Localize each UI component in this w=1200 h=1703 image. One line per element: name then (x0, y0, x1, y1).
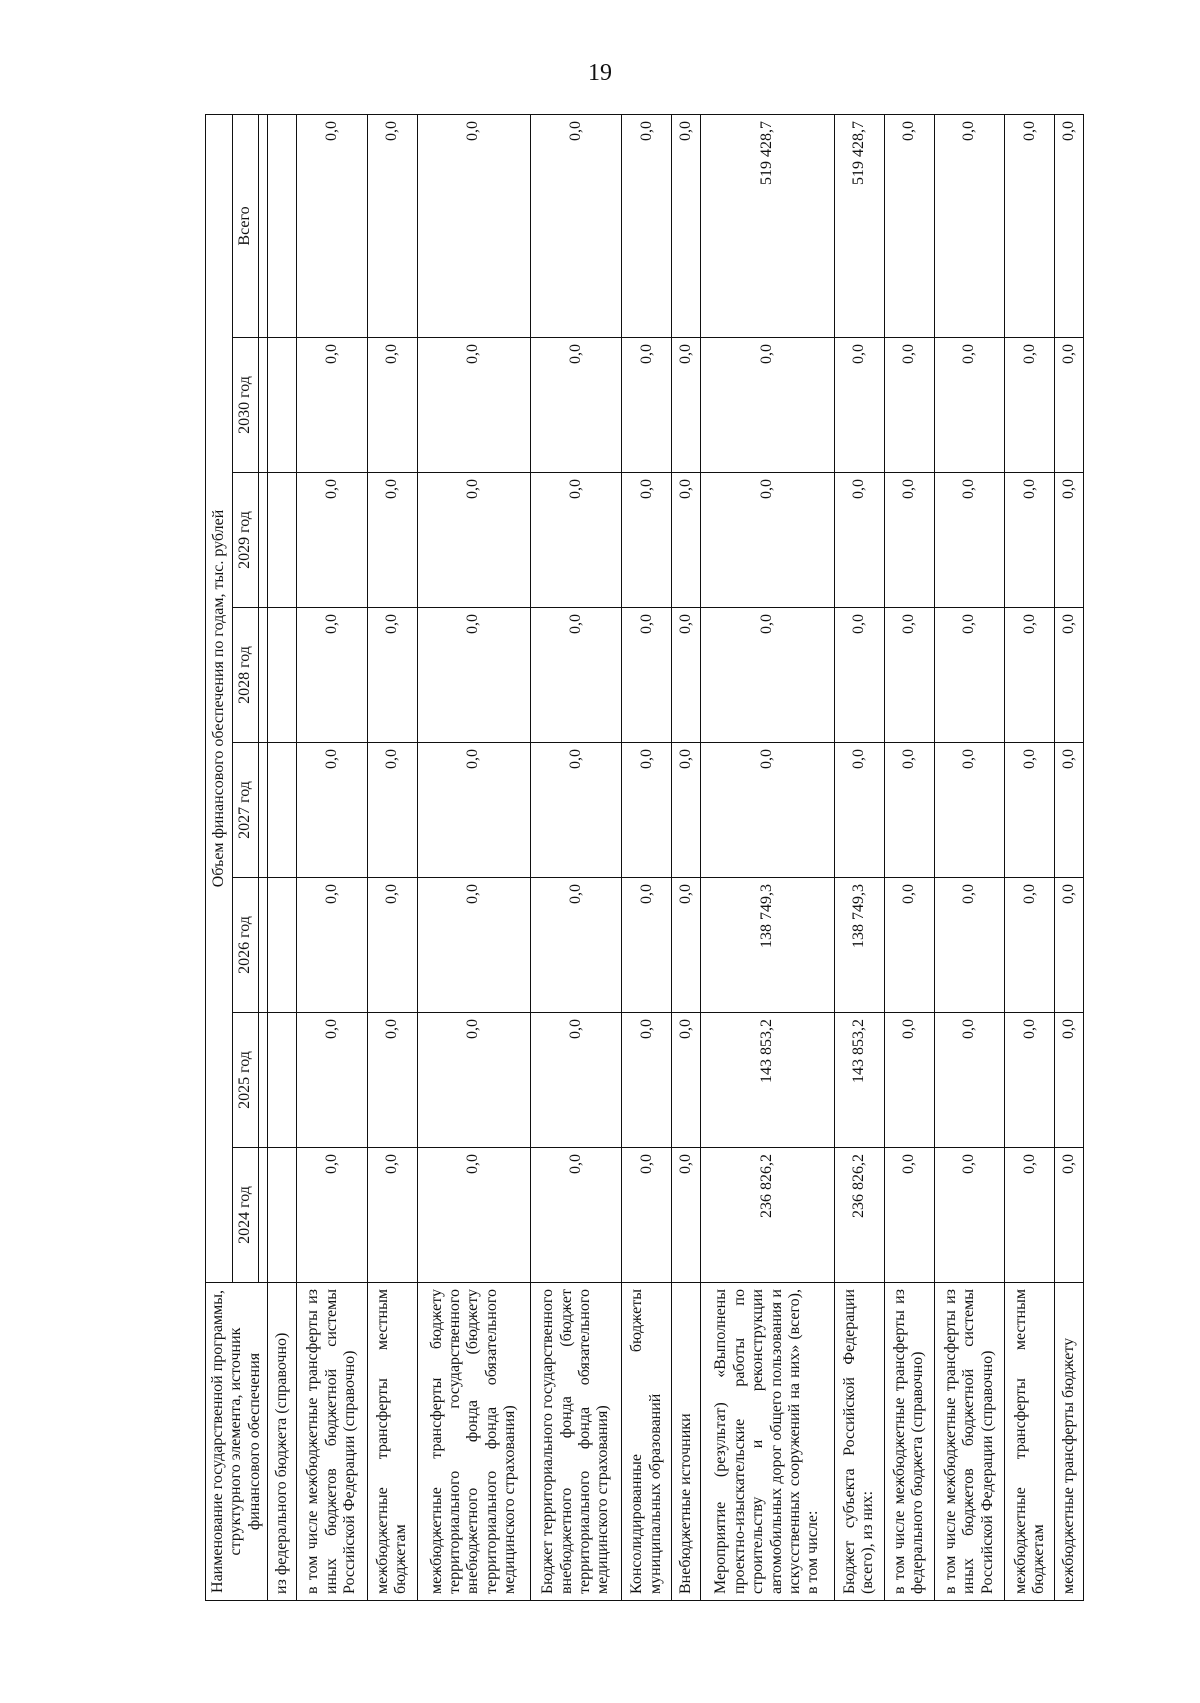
value-cell: 0,0 (1055, 1148, 1084, 1283)
value-cell: 0,0 (1055, 743, 1084, 878)
value-cell: 0,0 (530, 878, 622, 1013)
table-row (1055, 114, 1084, 1600)
value-cell: 138 749,3 (701, 878, 835, 1013)
total-cell: 0,0 (417, 114, 530, 337)
value-cell: 0,0 (367, 338, 417, 473)
value-cell (268, 1013, 297, 1148)
value-cell: 138 749,3 (834, 878, 884, 1013)
total-cell: 0,0 (297, 114, 368, 337)
value-cell: 0,0 (934, 608, 1005, 743)
value-cell: 0,0 (884, 608, 934, 743)
row-label: в том числе межбюджетные трансферты из иных бюджетов бюджетной системы Российской Федерации (справочно) (297, 1283, 368, 1601)
row-label: Бюджет субъекта Российской Федерации (всего), из них: (834, 1283, 884, 1601)
financing-table (205, 114, 1084, 1601)
value-cell: 0,0 (530, 338, 622, 473)
value-cell: 0,0 (367, 878, 417, 1013)
value-cell: 0,0 (417, 1013, 530, 1148)
row-label: межбюджетные трансферты бюджету территориального государственного внебюджетного фонда (бюджету территориального фонда обязательного медицинского страхования) (417, 1283, 530, 1601)
row-label: в том числе межбюджетные трансферты из иных бюджетов бюджетной системы Российской Федерации (справочно) (934, 1283, 1005, 1601)
value-cell: 0,0 (672, 1148, 701, 1283)
value-cell (268, 473, 297, 608)
value-cell: 0,0 (834, 473, 884, 608)
value-cell: 0,0 (672, 608, 701, 743)
table-row (622, 114, 672, 1600)
value-cell: 0,0 (834, 608, 884, 743)
value-cell: 0,0 (884, 1148, 934, 1283)
table-row (884, 114, 934, 1600)
total-cell: 0,0 (884, 114, 934, 337)
name-column-header: Наименование государственной программы, структурного элемента, источник финансового обеспечения (206, 1283, 268, 1601)
value-cell: 0,0 (1005, 473, 1055, 608)
value-cell: 0,0 (297, 1013, 368, 1148)
value-cell (268, 608, 297, 743)
value-cell: 0,0 (417, 473, 530, 608)
value-cell: 0,0 (622, 1148, 672, 1283)
year-header: 2028 год (232, 608, 259, 743)
value-cell (268, 338, 297, 473)
value-cell: 0,0 (834, 743, 884, 878)
year-header: 2026 год (232, 878, 259, 1013)
value-cell: 0,0 (934, 338, 1005, 473)
value-cell: 0,0 (530, 1013, 622, 1148)
value-cell: 0,0 (884, 1013, 934, 1148)
value-cell: 0,0 (1005, 1013, 1055, 1148)
row-label: межбюджетные трансферты бюджету (1055, 1283, 1084, 1601)
value-cell: 0,0 (530, 743, 622, 878)
value-cell: 0,0 (530, 473, 622, 608)
value-cell: 0,0 (622, 608, 672, 743)
total-cell: 519 428,7 (701, 114, 835, 337)
value-cell: 0,0 (417, 878, 530, 1013)
value-cell: 236 826,2 (701, 1148, 835, 1283)
table-row (297, 114, 368, 1600)
year-header: 2025 год (232, 1013, 259, 1148)
value-cell: 0,0 (884, 473, 934, 608)
row-label: Мероприятие (результат) «Выполнены проектно-изыскательские работы по строительству и реконструкции автомобильных дорог общего пользования и искусственных сооружений на них» (всего), в том числе: (701, 1283, 835, 1601)
value-cell: 0,0 (417, 338, 530, 473)
value-cell: 0,0 (622, 1013, 672, 1148)
rotated-table-container (205, 115, 1082, 1601)
value-cell: 0,0 (672, 1013, 701, 1148)
value-cell: 0,0 (701, 473, 835, 608)
row-label: в том числе межбюджетные трансферты из федерального бюджета (справочно) (884, 1283, 934, 1601)
value-cell: 0,0 (367, 1013, 417, 1148)
value-cell: 143 853,2 (834, 1013, 884, 1148)
table-row (701, 114, 835, 1600)
table-row (1005, 114, 1055, 1600)
value-cell: 0,0 (297, 338, 368, 473)
value-cell: 0,0 (934, 1013, 1005, 1148)
total-cell: 0,0 (1005, 114, 1055, 337)
value-cell: 0,0 (1055, 473, 1084, 608)
value-cell: 0,0 (417, 1148, 530, 1283)
value-cell: 0,0 (622, 878, 672, 1013)
total-cell: 0,0 (622, 114, 672, 337)
total-cell (268, 114, 297, 337)
value-cell: 0,0 (1005, 338, 1055, 473)
value-cell: 0,0 (1055, 608, 1084, 743)
value-cell: 143 853,2 (701, 1013, 835, 1148)
value-cell (268, 743, 297, 878)
value-cell: 0,0 (1055, 1013, 1084, 1148)
page-number: 19 (588, 60, 612, 86)
value-cell: 0,0 (1005, 608, 1055, 743)
total-cell: 519 428,7 (834, 114, 884, 337)
year-header: 2027 год (232, 743, 259, 878)
value-cell: 0,0 (884, 878, 934, 1013)
table-row (268, 114, 297, 1600)
total-header: Всего (232, 114, 259, 337)
table-body (268, 114, 1084, 1600)
value-cell: 0,0 (672, 473, 701, 608)
value-cell: 0,0 (1005, 1148, 1055, 1283)
value-cell: 0,0 (297, 878, 368, 1013)
value-cell (268, 878, 297, 1013)
row-label: из федерального бюджета (справочно) (268, 1283, 297, 1601)
total-cell: 0,0 (672, 114, 701, 337)
table-row (934, 114, 1005, 1600)
row-label: межбюджетные трансферты местным бюджетам (1005, 1283, 1055, 1601)
total-cell: 0,0 (530, 114, 622, 337)
value-cell: 0,0 (622, 743, 672, 878)
value-cell: 0,0 (934, 878, 1005, 1013)
year-header: 2029 год (232, 473, 259, 608)
year-header: 2030 год (232, 338, 259, 473)
value-cell: 0,0 (530, 608, 622, 743)
header-row-1 (206, 114, 233, 1600)
table-row (672, 114, 701, 1600)
total-cell: 0,0 (934, 114, 1005, 337)
value-cell: 0,0 (297, 473, 368, 608)
value-cell: 0,0 (1005, 878, 1055, 1013)
value-cell: 0,0 (297, 1148, 368, 1283)
value-cell: 0,0 (672, 878, 701, 1013)
value-cell: 0,0 (934, 473, 1005, 608)
value-cell: 0,0 (367, 473, 417, 608)
value-cell (268, 1148, 297, 1283)
value-cell: 0,0 (1055, 878, 1084, 1013)
value-cell: 0,0 (622, 473, 672, 608)
table-row (367, 114, 417, 1600)
table-row (834, 114, 884, 1600)
row-label: Внебюджетные источники (672, 1283, 701, 1601)
value-cell: 0,0 (367, 608, 417, 743)
value-cell: 0,0 (884, 338, 934, 473)
value-cell: 0,0 (622, 338, 672, 473)
value-cell: 0,0 (701, 743, 835, 878)
total-cell: 0,0 (1055, 114, 1084, 337)
table-row (530, 114, 622, 1600)
value-cell: 0,0 (884, 743, 934, 878)
row-label: Бюджет территориального государственного внебюджетного фонда (бюджет территориального фонда обязательного медицинского страхования) (530, 1283, 622, 1601)
row-label: Консолидированные бюджеты муниципальных образований (622, 1283, 672, 1601)
total-cell: 0,0 (367, 114, 417, 337)
table-row (417, 114, 530, 1600)
value-cell: 0,0 (367, 743, 417, 878)
value-cell: 0,0 (834, 338, 884, 473)
value-cell: 0,0 (530, 1148, 622, 1283)
value-cell: 0,0 (367, 1148, 417, 1283)
value-cell: 236 826,2 (834, 1148, 884, 1283)
value-cell: 0,0 (417, 608, 530, 743)
financing-volume-header: Объем финансового обеспечения по годам, тыс. рублей (206, 114, 233, 1282)
value-cell: 0,0 (297, 743, 368, 878)
value-cell: 0,0 (701, 608, 835, 743)
value-cell: 0,0 (934, 1148, 1005, 1283)
value-cell: 0,0 (672, 338, 701, 473)
value-cell: 0,0 (417, 743, 530, 878)
value-cell: 0,0 (934, 743, 1005, 878)
row-label: межбюджетные трансферты местным бюджетам (367, 1283, 417, 1601)
value-cell: 0,0 (297, 608, 368, 743)
value-cell: 0,0 (672, 743, 701, 878)
year-header: 2024 год (232, 1148, 259, 1283)
value-cell: 0,0 (701, 338, 835, 473)
value-cell: 0,0 (1055, 338, 1084, 473)
value-cell: 0,0 (1005, 743, 1055, 878)
